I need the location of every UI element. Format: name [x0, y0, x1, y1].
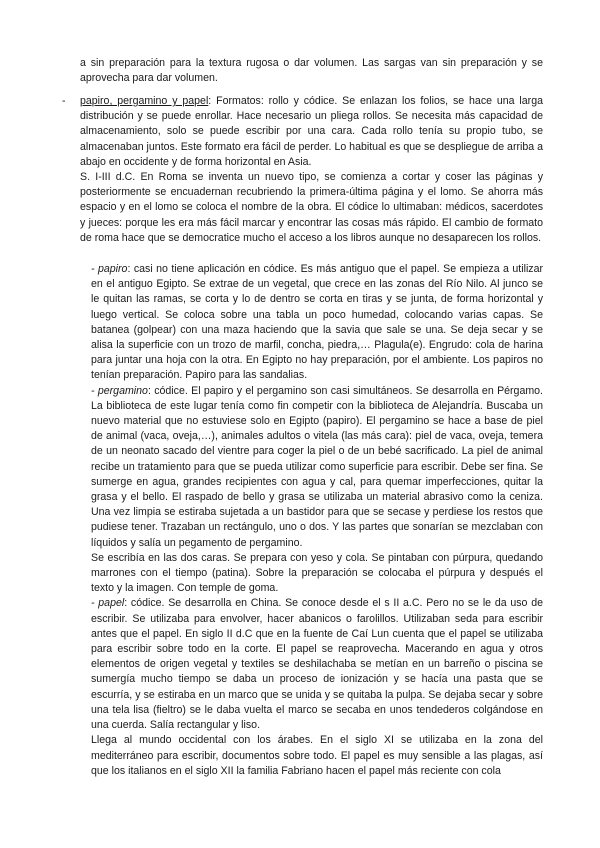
sub-item-papel-text: : códice. Se desarrolla en China. Se conoce desde el s II a.C. Pero no se le da uso de escribir. Se utilizaba para envolver, hacer abanicos o farolillos. Utilizaban seda para escribir antes que el papel. En siglo II d.C que en la fuente de Caí Lun cuenta que el papel se utilizaba para escribir sobre todo en la corte. El papel se reaprovecha. Macerando en agua y otros elementos de origen vegetal y textiles se deshilachaba se metían en un barreño o piscina se sumergía mucho tiempo se daba un proceso de ionización y se hacía una pasta que se escurría, y se estiraba en un marco que se unida y se quitaba la pulpa. Se dejaba secar y sobre una tela lisa (fieltro) se le daba vuelta el marco se secaba en unos tendederos colgándose en una cuerda. Salía rectangular y liso.	[91, 597, 543, 732]
sub-item-pergamino	[91, 384, 543, 551]
item-text: : Formatos: rollo y códice. Se enlazan los folios, se hace una larga distribución y se puede enrollar. Hace necesario un pliega rollos. Se necesita más capacidad de almacenamiento, solo se puede escribir por una cara. Cada rollo tenía su propio tubo, se almacenaban juntos. Este formato era fácil de perder. Lo habitual es que se despliegue de arriba a abajo en occidente y de forma horizontal en Asia.	[80, 95, 543, 168]
sub-item-pergamino-continued: Se escribía en las dos caras. Se prepara con yeso y cola. Se pintaban con púrpura, quedando marrones con el tiempo (patina). Sobre la preparación se colocaba el púrpura y después el texto y la imagen. Con temple de goma.	[91, 551, 543, 595]
item-paragraph	[80, 94, 543, 170]
intro-text: a sin preparación para la textura rugosa o dar volumen. Las sargas van sin preparación y se aprovecha para dar volumen.	[80, 57, 543, 85]
bullet-marker: -	[62, 95, 66, 107]
sub-item-pergamino-label: - pergamino	[91, 384, 148, 397]
list-item-papiro-pergamino-papel	[80, 94, 543, 246]
intro-paragraph	[80, 56, 543, 86]
sub-item-papiro	[91, 262, 543, 384]
sub-item-pergamino-text: : códice. El papiro y el pergamino son casi simultáneos. Se desarrolla en Pérgamo. La biblioteca de este lugar tenía como fin competir con la biblioteca de Alejandría. Buscaba un nuevo material que no estuviese solo en Egipto (papiro). El pergamino se hace a base de piel de animal (vaca, oveja,…), animales adultos o vitela (las más cara): piel de vaca, oveja, temera de un neonato sacado del vientre para coger la piel o de un bebé sacrificado. La piel de animal recibe un tratamiento para que se pueda utilizar como superficie para escribir. Debe ser fina. Se sumerge en agua, grandes recipientes con agua y cal, para quemar imperfecciones, quitar la grasa y el bello. El raspado de bello y grasa se utilizaba un material abrasivo como la ceniza. Una vez limpia se estiraba sujetada a un bastidor para que se secase y perdiese los restos que pudiese tener. Trazaban un rectángulo, uno o dos. Y las partes que sonarían se mezclaban con líquidos y salía un pegamento de pergamino.	[91, 384, 543, 549]
sub-items	[91, 262, 543, 779]
sub-item-papel-label: - papel	[91, 597, 125, 610]
sub-item-papiro-label: - papiro	[91, 263, 128, 275]
sub-item-papiro-text: : casi no tiene aplicación en códice. Es más antiguo que el papel. Se empieza a utilizar en el antiguo Egipto. Se extrae de un vegetal, que crece en las zonas del Río Nilo. Al junco se le quitan las ramas, se corta y lo de dentro se corta en tiras y se junta, de forma horizontal y luego vertical. Se coloca sobre una tabla un poco humedad, colocando varias capas. Se batanea (golpear) con una maza haciendo que la savia que sale se una. Se deja secar y se alisa la superficie con un trozo de marfil, concha, piedra,… Plagula(e). Engrudo: cola de harina para juntar una hoja con la otra. En Egipto no hay preparación, por el ambiente. Los papiros no tenían preparación. Papiro para las sandalias.	[91, 263, 544, 382]
item-heading: papiro, pergamino y papel	[80, 95, 209, 107]
sub-item-papel	[91, 596, 543, 733]
item-paragraph-2: S. I-III d.C. En Roma se inventa un nuevo tipo, se comienza a cortar y coser las páginas y posteriormente se encuadernan recubriendo la primera-última página y el lomo. Se ahorra más espacio y en el lomo se coloca el nombre de la obra. El códice lo ultimaban: médicos, sacerdotes y jueces: porque les era más fácil marcar y encontrar las cosas más rápido. El cambio de formato de roma hace que se democratice mucho el acceso a los libros aunque no desaparecen los rollos.	[80, 171, 543, 244]
sub-item-papel-continued: Llega al mundo occidental con los árabes. En el siglo XI se utilizaba en la zona del mediterráneo para escribir, documentos sobre todo. El papel es muy sensible a las plagas, así que los italianos en el siglo XII la familia Fabriano hacen el papel más reciente con cola	[91, 734, 543, 777]
